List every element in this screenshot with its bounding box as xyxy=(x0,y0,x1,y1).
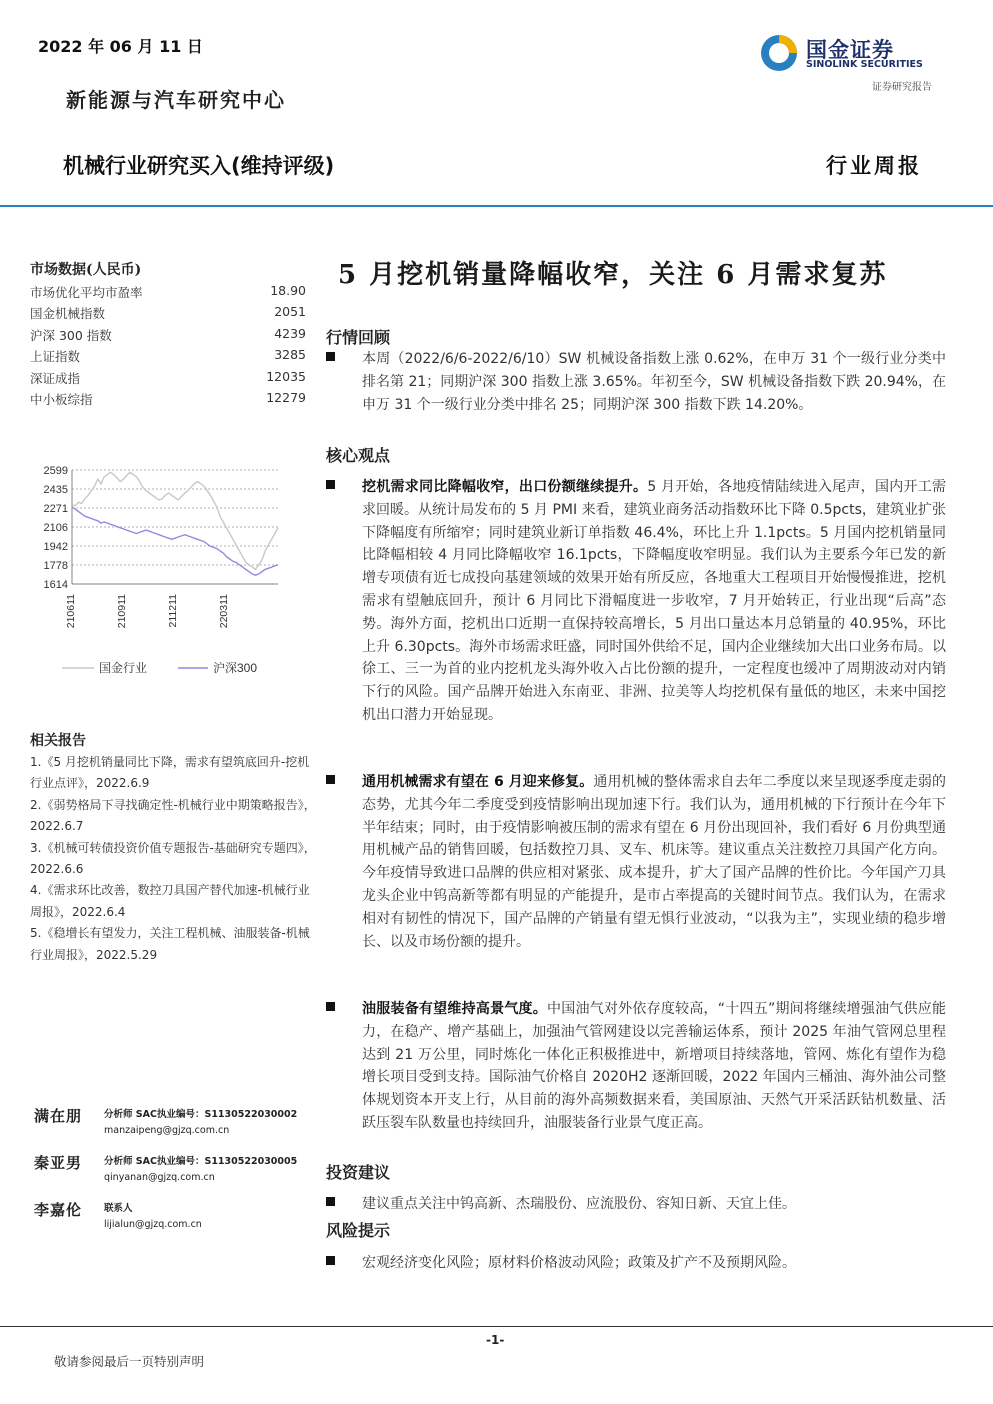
legend-label-industry: 国金行业 xyxy=(99,661,148,675)
footer-divider xyxy=(0,1326,993,1327)
related-reports-heading: 相关报告 xyxy=(30,733,86,749)
chart-y-tick-label: 2435 xyxy=(43,484,68,496)
review-text: 本周（2022/6/6-2022/6/10）SW 机械设备指数上涨 0.62%，在申万 31 个一级行业分类中排名第 21；同期沪深 300 指数上涨 3.65%。年初至今，SW 机械设备指数下跌 20.94%，在申万 31 个一级行业分类中排名 25；同期沪深 300 指数下跌 14.20%。 xyxy=(362,351,946,413)
section-heading-risk: 风险提示 xyxy=(326,1221,391,1240)
logo-text-cn: 国金证券 xyxy=(806,38,894,62)
market-value: 3285 xyxy=(274,347,306,363)
risk-paragraph xyxy=(326,1252,946,1275)
legend-label-hs300: 沪深300 xyxy=(213,661,258,675)
related-report-link[interactable]: 2.《弱势格局下寻找确定性-机械行业中期策略报告》，2022.6.7 xyxy=(30,797,316,834)
section-heading-review: 行情回顾 xyxy=(326,328,391,347)
risk-text: 宏观经济变化风险；原材料价格波动风险；政策及扩产不及预期风险。 xyxy=(362,1255,796,1271)
market-value: 4239 xyxy=(274,325,306,341)
core-point-1-text: 5 月开始，各地疫情陆续进入尾声，国内开工需求回暖。从统计局发布的 5 月 PMI 来看，建筑业商务活动指数环比下降 0.5pcts，建筑业扩张下降幅度有所缩窄；同时建筑业新订单指数 46.4%，环比上升 1.1pcts。5 月国内挖机销量同比降幅相较 4 月同比降幅收窄 16.1pcts，下降幅度收窄明显。我们认为主要系今年已发的新增专项债有近七成投向基建领域的效果开始有所反应，各地重大工程项目开始慢慢推进，挖机需求有望触底回升，预计 6 月同比下滑幅度进一步收窄，7 月开始转正，行业出现“后高”态势。海外方面，挖机出口近期一直保持较高增长，5 月出口量达本月总销量的 40.95%，环比上升 6.30pcts。海外市场需求旺盛，同时国外供给不足，国内企业继续加大出口业务布局。以徐工、三一为首的业内挖机龙头海外收入占比份额的提升，一定程度也缓冲了周期波动对内销下行的风险。国产品牌开始进入东南亚、非洲、拉美等人均挖机保有量低的地区，未来中国挖机出口潜力开始显现。 xyxy=(362,479,947,723)
invest-paragraph xyxy=(326,1193,946,1216)
core-point-3-text: 中国油气对外依存度较高，“十四五”期间将继续增强油气供应能力，在稳产、增产基础上，加强油气管网建设以完善输运体系，预计 2025 年油气管网总里程达到 21 万公里，同时炼化一体化正积极推进中，新增项目持续落地，管网、炼化有望作为稳增长项目受到支持。国际油气价格自 2020H2 逐渐回暖，2022 年国内三桶油、海外油公司整体规划资本开支上行，从目前的海外高频数据来看，美国原油、天然气开采活跃钻机数量、活跃压裂车队数量也持续回升，油服装备行业景气度正高。 xyxy=(362,1001,946,1131)
market-label: 深证成指 xyxy=(30,370,81,386)
chart-y-tick-label: 2271 xyxy=(43,503,68,515)
market-label: 上证指数 xyxy=(30,349,81,365)
analyst-name: 秦亚男 xyxy=(34,1154,83,1172)
core-point-2-text: 通用机械的整体需求自去年二季度以来呈现逐季度走弱的态势，尤其今年二季度受到疫情影响出现加速下行。我们认为，通用机械的下行预计在今年下半年结束；同时，由于疫情影响被压制的需求有望在 6 月份出现回补，我们看好 6 月份典型通用机械产品的销售回暖，包括数控刀具、叉车、机床等。建议重点关注数控刀具国产化方向。今年疫情导致进口品牌的供应相对紧张、成本提升，扩大了国产品牌的性价比。今年国产刀具龙头企业中钨高新等都有明显的产能提升，是市占率提高的关键时间节点。我们认为，在需求相对有韧性的情况下，国产品牌的产销量有望无惧行业波动，“以我为主”，实现业绩的稳步增长、以及市场份额的提升。 xyxy=(362,774,946,950)
disclaimer-note: 敬请参阅最后一页特别声明 xyxy=(54,1354,205,1369)
market-row xyxy=(30,326,306,347)
chart-x-tick-label: 210611 xyxy=(65,594,77,629)
logo-text-en: SINOLINK SECURITIES xyxy=(806,59,923,70)
market-label: 国金机械指数 xyxy=(30,306,106,322)
market-data-table xyxy=(30,283,306,411)
report-date: 2022 年 06 月 11 日 xyxy=(38,37,203,56)
index-chart xyxy=(28,458,288,688)
market-label: 中小板综指 xyxy=(30,391,93,407)
bullet-icon xyxy=(326,1256,335,1265)
bullet-icon xyxy=(326,1197,335,1206)
analyst-role: 联系人 xyxy=(104,1203,133,1214)
market-value: 18.90 xyxy=(270,283,306,298)
chart-x-tick-label: 211211 xyxy=(167,594,179,628)
chart-series-line-hs300 xyxy=(72,507,278,575)
market-row xyxy=(30,347,306,368)
chart-series-line-industry xyxy=(72,472,278,569)
bullet-icon xyxy=(326,352,335,361)
chart-x-tick-label: 220311 xyxy=(218,594,230,629)
analyst-email[interactable]: qinyanan@gjzq.com.cn xyxy=(104,1172,215,1183)
market-row xyxy=(30,390,306,411)
related-report-link[interactable]: 3.《机械可转债投资价值专题报告-基础研究专题四》，2022.6.6 xyxy=(30,840,316,877)
header-divider xyxy=(0,205,993,207)
bullet-icon xyxy=(326,480,335,489)
invest-text: 建议重点关注中钨高新、杰瑞股份、应流股份、容知日新、天宜上佳。 xyxy=(362,1196,796,1212)
analyst-email[interactable]: lijialun@gjzq.com.cn xyxy=(104,1219,202,1230)
market-data-heading: 市场数据(人民币) xyxy=(30,262,142,278)
core-point-1 xyxy=(326,476,946,727)
chart-y-tick-label: 2599 xyxy=(43,465,68,477)
market-value: 2051 xyxy=(274,304,306,320)
market-row xyxy=(30,304,306,325)
related-reports-list xyxy=(30,752,320,966)
market-value: 12035 xyxy=(266,368,306,384)
related-report-link[interactable]: 5.《稳增长有望发力，关注工程机械、油服装备-机械行业周报》，2022.5.29 xyxy=(30,926,310,962)
related-report-link[interactable]: 1.《5 月挖机销量同比下降，需求有望筑底回升-挖机行业点评》，2022.6.9 xyxy=(30,755,310,791)
chart-x-tick-label: 210911 xyxy=(116,594,128,629)
report-type: 行业周报 xyxy=(826,153,922,178)
review-paragraph xyxy=(326,348,946,416)
core-point-3 xyxy=(326,998,946,1135)
chart-y-tick-label: 1614 xyxy=(43,579,68,591)
research-center: 新能源与汽车研究中心 xyxy=(66,88,286,112)
chart-y-tick-label: 2106 xyxy=(43,522,68,534)
chart-y-tick-label: 1942 xyxy=(43,541,68,553)
market-label: 市场优化平均市盈率 xyxy=(30,285,143,300)
core-point-1-lead: 挖机需求同比降幅收窄，出口份额继续提升。 xyxy=(362,479,648,495)
core-point-2-lead: 通用机械需求有望在 6 月迎来修复。 xyxy=(362,774,594,790)
analyst-role: 分析师 SAC执业编号：S1130522030002 xyxy=(104,1109,298,1120)
market-row xyxy=(30,283,306,304)
report-title: 5 月挖机销量降幅收窄，关注 6 月需求复苏 xyxy=(338,260,888,290)
analyst-role: 分析师 SAC执业编号：S1130522030005 xyxy=(104,1156,298,1167)
related-report-link[interactable]: 4.《需求环比改善，数控刀具国产替代加速-机械行业周报》，2022.6.4 xyxy=(30,883,310,919)
analyst-name: 满在朋 xyxy=(34,1107,83,1125)
section-heading-core: 核心观点 xyxy=(326,446,391,465)
bullet-icon xyxy=(326,775,335,784)
section-heading-invest: 投资建议 xyxy=(326,1163,391,1182)
core-point-2 xyxy=(326,771,946,953)
industry-rating: 机械行业研究买入(维持评级) xyxy=(63,154,335,178)
core-point-3-lead: 油服装备有望维持高景气度。 xyxy=(362,1001,548,1017)
chart-y-tick-label: 1778 xyxy=(43,560,68,572)
analyst-email[interactable]: manzaipeng@gjzq.com.cn xyxy=(104,1125,230,1136)
analyst-name: 李嘉伦 xyxy=(34,1201,83,1219)
page-number: -1- xyxy=(486,1333,505,1347)
market-label: 沪深 300 指数 xyxy=(30,327,112,343)
logo-subtitle: 证券研究报告 xyxy=(872,82,932,93)
market-row xyxy=(30,369,306,390)
bullet-icon xyxy=(326,1002,335,1011)
market-value: 12279 xyxy=(266,389,306,405)
